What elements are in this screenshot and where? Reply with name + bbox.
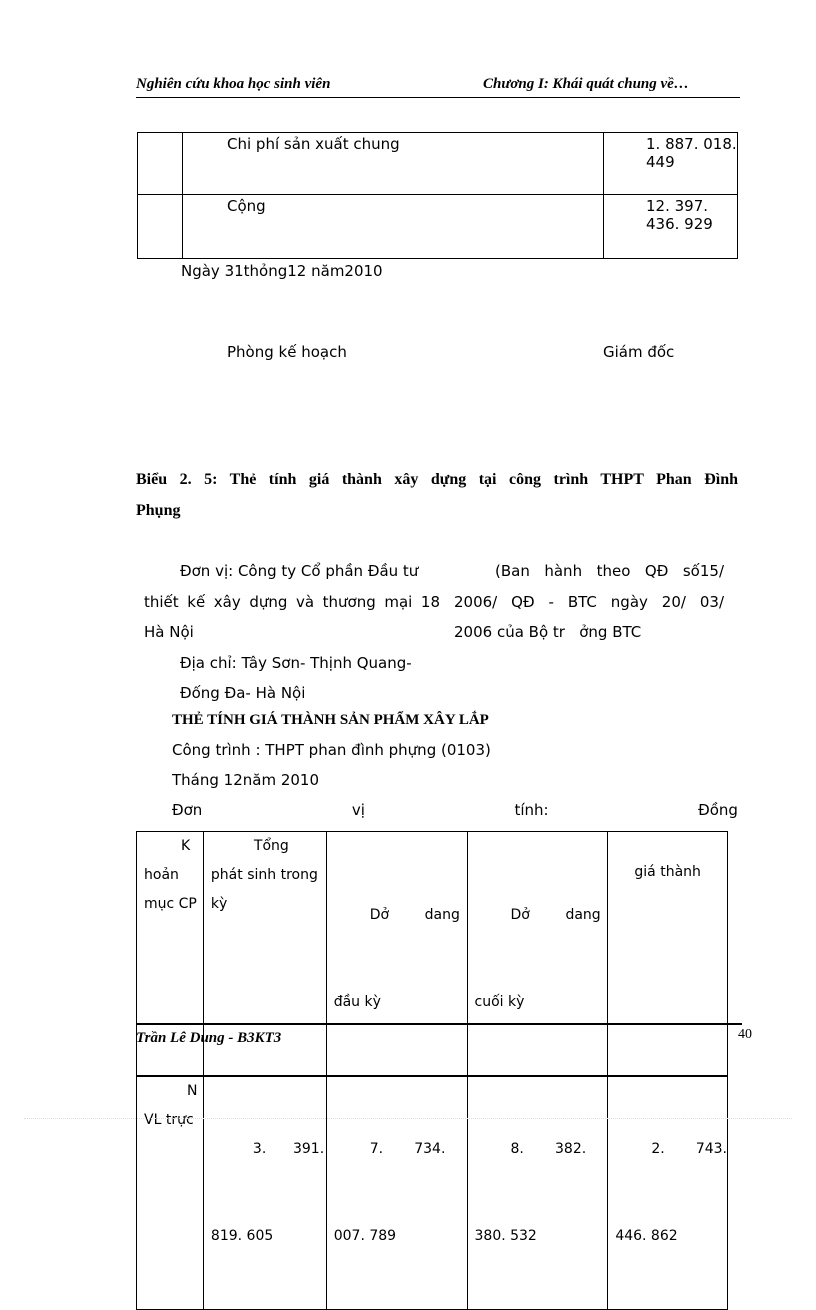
row-value: 12. 397. 436. 929 [604, 195, 738, 259]
unit-word: tính: [514, 801, 549, 819]
cell: 3. 391. 819. 605 [203, 1076, 326, 1310]
header-cell: K hoản mục CP [137, 832, 204, 1077]
bieu-title-line1: Biểu 2. 5: Thẻ tính giá thành xây dựng tại công trình THPT Phan Đình [136, 471, 738, 488]
header-rule [136, 97, 740, 98]
header-left: Nghiên cứu khoa học sinh viên [136, 76, 331, 92]
cell: N VL trực [137, 1076, 204, 1310]
unit-line5: Đống Đa- Hà Nội [180, 684, 306, 702]
decree-line1: (Ban hành theo QĐ số15/ [495, 562, 724, 580]
cost-table [136, 831, 728, 1310]
row-label: Cộng [183, 195, 604, 259]
cell: 2. 743. 446. 862 [608, 1076, 728, 1310]
header-cell: Tổng phát sinh trong kỳ [203, 832, 326, 1077]
card-month: Tháng 12năm 2010 [172, 771, 319, 789]
decree-line3: 2006 của Bộ tr ởng BTC [454, 623, 642, 641]
footer-rule [136, 1023, 742, 1025]
signature-left: Phòng kế hoạch [227, 343, 347, 361]
unit-line2: thiết kế xây dựng và thương mại 18 [144, 593, 440, 611]
date-line: Ngày 31thỏng12 năm2010 [181, 262, 383, 280]
cell: 7. 734. 007. 789 [326, 1076, 467, 1310]
decree-line2: 2006/ QĐ - BTC ngày 20/ 03/ [454, 593, 724, 611]
table-row [137, 1076, 728, 1310]
unit-line3: Hà Nội [144, 623, 194, 641]
unit-word: Đơn [172, 801, 203, 819]
header-cell: Dở dang cuối kỳ [467, 832, 608, 1077]
header-cell: Dở dang đầu kỳ [326, 832, 467, 1077]
page-bottom-border [24, 1118, 792, 1119]
signature-right: Giám đốc [603, 343, 675, 361]
header-right: Chương I: Khái quát chung về… [483, 76, 689, 92]
table-row [138, 195, 738, 259]
card-title: THẺ TÍNH GIÁ THÀNH SẢN PHẨM XÂY LẮP [172, 712, 489, 728]
row-label: Chi phí sản xuất chung [183, 133, 604, 195]
card-project: Công trình : THPT phan đình phựng (0103) [172, 741, 491, 759]
unit-line1: Đơn vị: Công ty Cổ phần Đầu tư [180, 562, 419, 580]
table-row [138, 133, 738, 195]
top-table [137, 132, 738, 259]
cell: 8. 382. 380. 532 [467, 1076, 608, 1310]
unit-word: vị [351, 801, 365, 819]
card-unit [172, 801, 738, 819]
unit-word: Đồng [698, 801, 738, 819]
header-cell: giá thành [608, 832, 728, 1077]
page-number: 40 [738, 1027, 752, 1042]
bieu-title-line2: Phụng [136, 502, 181, 519]
unit-line4: Địa chỉ: Tây Sơn- Thịnh Quang- [180, 654, 412, 672]
footer-author: Trần Lê Dung - B3KT3 [136, 1030, 282, 1046]
row-value: 1. 887. 018. 449 [604, 133, 738, 195]
